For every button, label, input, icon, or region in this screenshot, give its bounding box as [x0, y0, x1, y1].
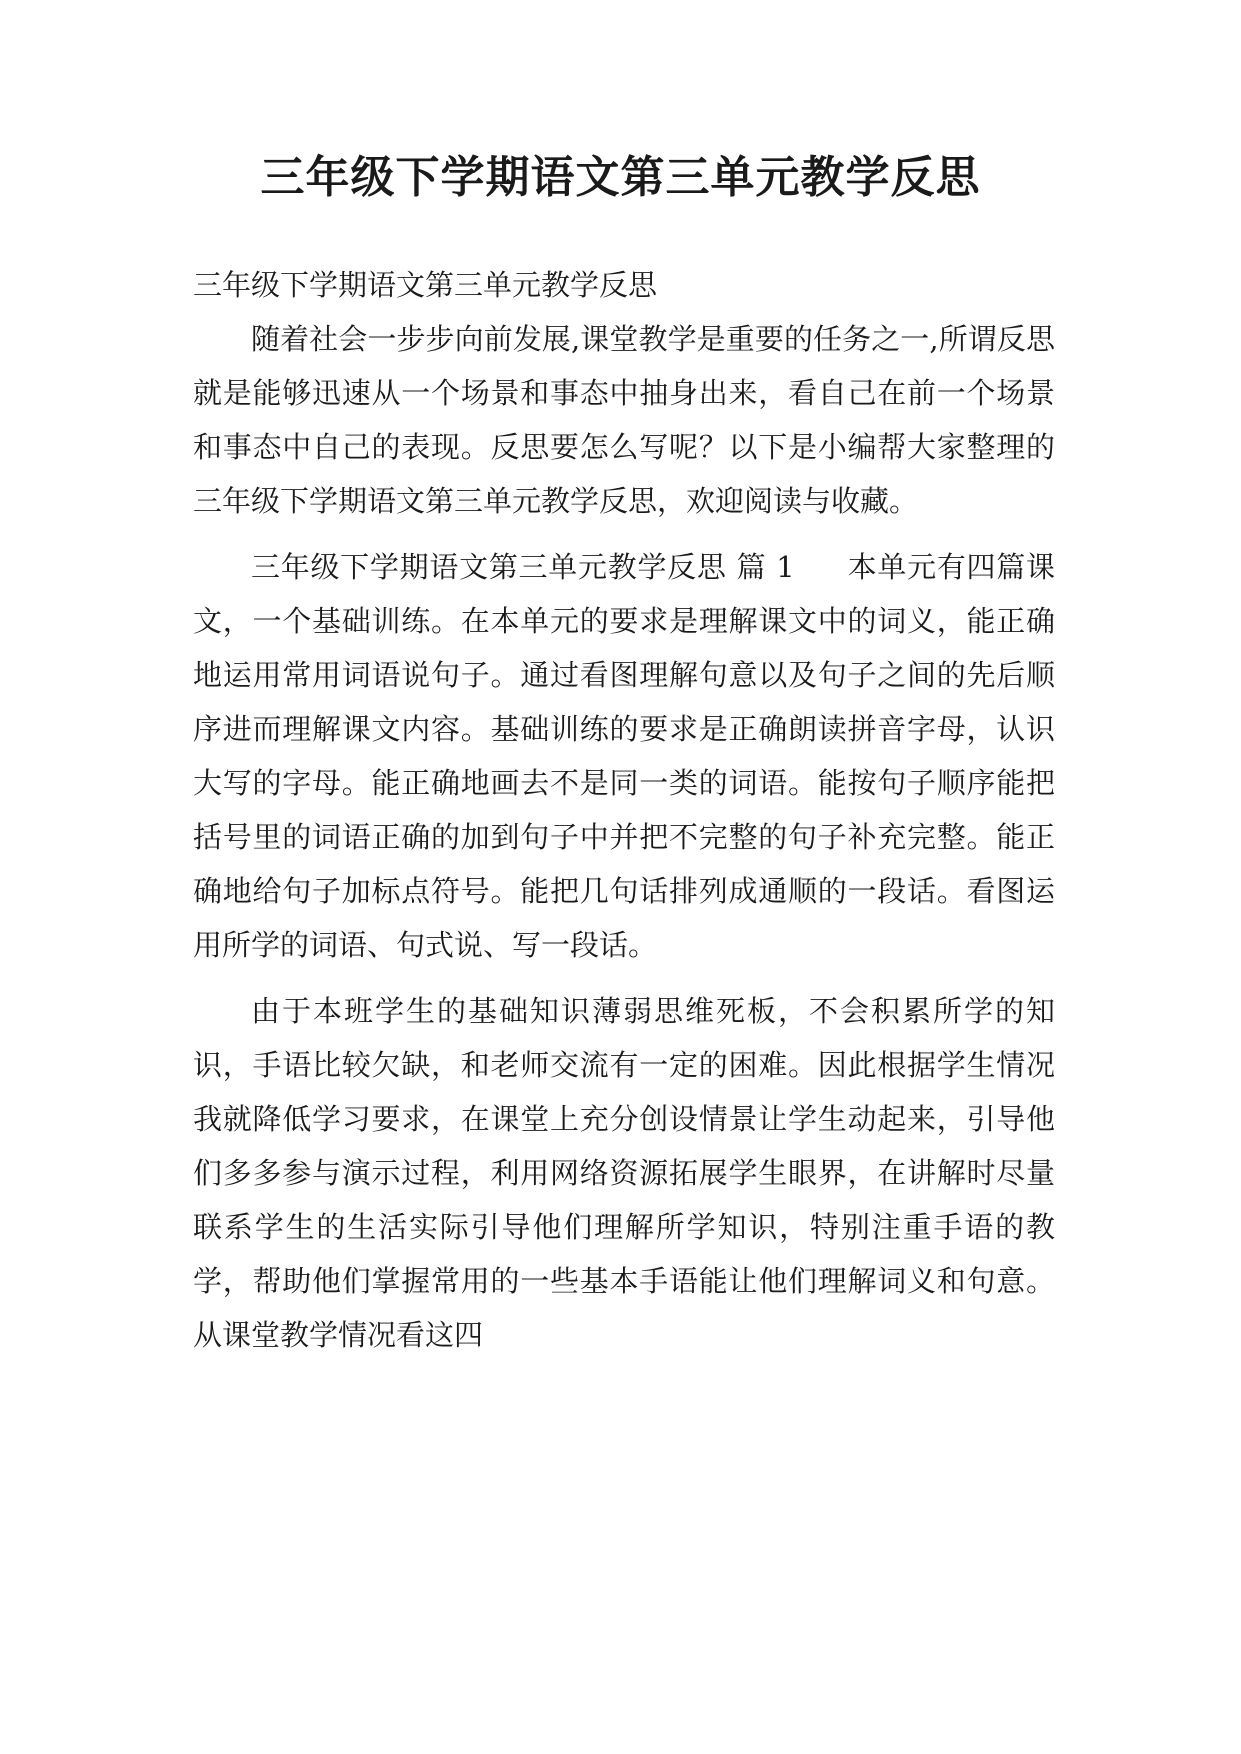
document-subtitle: 三年级下学期语文第三单元教学反思	[193, 268, 658, 302]
intro-paragraph: 随着社会一步步向前发展,课堂教学是重要的任务之一,所谓反思就是能够迅速从一个场景和事态中抽身出来，看自己在前一个场景和事态中自己的表现。反思要怎么写呢？以下是小编帮大家整理的三年级下学期语文第三单元教学反思，欢迎阅读与收藏。	[193, 322, 1055, 518]
section-text: 本单元有四篇课文，一个基础训练。在本单元的要求是理解课文中的词义，能正确地运用常用词语说句子。通过看图理解句意以及句子之间的先后顺序进而理解课文内容。基础训练的要求是正确朗读拼音字母，认识大写的字母。能正确地画去不是同一类的词语。能按句子顺序能把括号里的词语正确的加到句子中并把不完整的句子补充完整。能正确地给句子加标点符号。能把几句话排列成通顺的一段话。看图运用所学的词语、句式说、写一段话。	[193, 550, 1055, 962]
body-paragraph: 由于本班学生的基础知识薄弱思维死板，不会积累所学的知识，手语比较欠缺，和老师交流有一定的困难。因此根据学生情况我就降低学习要求，在课堂上充分创设情景让学生动起来，引导他们多多参与演示过程，利用网络资源拓展学生眼界，在讲解时尽量联系学生的生活实际引导他们理解所学知识，特别注重手语的教学，帮助他们掌握常用的一些基本手语能让他们理解词义和句意。从课堂教学情况看这四	[193, 994, 1055, 1352]
document-body	[193, 258, 1055, 1362]
document-title: 三年级下学期语文第三单元教学反思	[260, 152, 981, 203]
section-paragraph	[193, 540, 1055, 972]
section-heading: 三年级下学期语文第三单元教学反思 篇 1	[251, 550, 795, 584]
